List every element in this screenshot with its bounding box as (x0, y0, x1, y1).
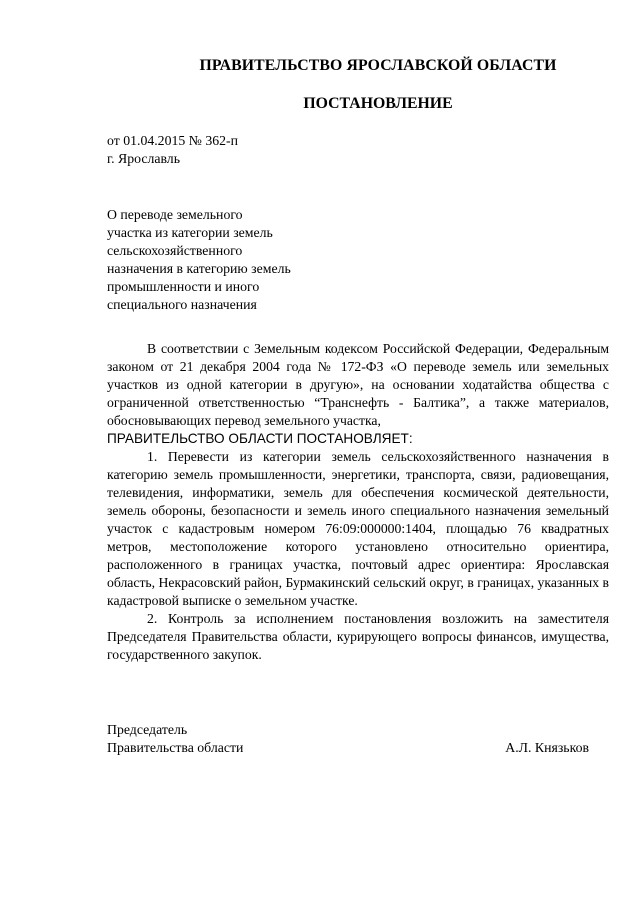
document-meta (107, 132, 238, 168)
document-date-number: от 01.04.2015 № 362-п (107, 133, 239, 148)
decree-item-2: 2. Контроль за исполнением постановления возложить на заместителя Председателя Правительства области, курирующего вопросы финансов, имущества, государственного закупок. (107, 611, 609, 662)
document-subject (107, 206, 291, 314)
document-body (107, 340, 609, 664)
document-type: ПОСТАНОВЛЕНИЕ (303, 95, 453, 112)
signature-row (107, 739, 609, 757)
preamble-paragraph: В соответствии с Земельным кодексом Российской Федерации, Федеральным законом от 21 декабря 2004 года № 172-ФЗ «О переводе земель или земельных участков из одной категории в другую», на основании ходатайства общества с ограниченной ответственностью “Транснефть - Балтика”, а также материалов, обосновывающих перевод земельного участка, (107, 341, 609, 428)
subject-line: участка из категории земель (107, 225, 273, 240)
signatory-title-line1: Председатель (107, 722, 188, 737)
subject-line: сельскохозяйственного (107, 243, 243, 258)
decree-statement: ПРАВИТЕЛЬСТВО ОБЛАСТИ ПОСТАНОВЛЯЕТ: (107, 431, 413, 446)
subject-line: назначения в категорию земель (107, 261, 291, 276)
document-city: г. Ярославль (107, 151, 180, 166)
subject-line: специального назначения (107, 297, 257, 312)
signature-block (107, 721, 609, 757)
signatory-title-line2: Правительства области (107, 740, 244, 755)
government-name: ПРАВИТЕЛЬСТВО ЯРОСЛАВСКОЙ ОБЛАСТИ (199, 57, 557, 74)
decree-item-1: 1. Перевести из категории земель сельскохозяйственного назначения в категорию земель промышленности, энергетики, транспорта, связи, радиовещания, телевидения, информатики, земель для обеспечения космической деятельности, земель обороны, безопасности и земель иного специального назначения земельный участок с кадастровым номером 76:09:000000:1404, площадью 76 квадратных метров, местоположение которого установлено относительно ориентира, расположенного в границах участка, почтовый адрес ориентира: Ярославская область, Некрасовский район, Бурмакинский сельский округ, в границах, указанных в кадастровой выписке о земельном участке. (107, 449, 609, 608)
subject-line: промышленности и иного (107, 279, 260, 294)
subject-line: О переводе земельного (107, 207, 243, 222)
signatory-name: А.Л. Князьков (505, 740, 589, 755)
